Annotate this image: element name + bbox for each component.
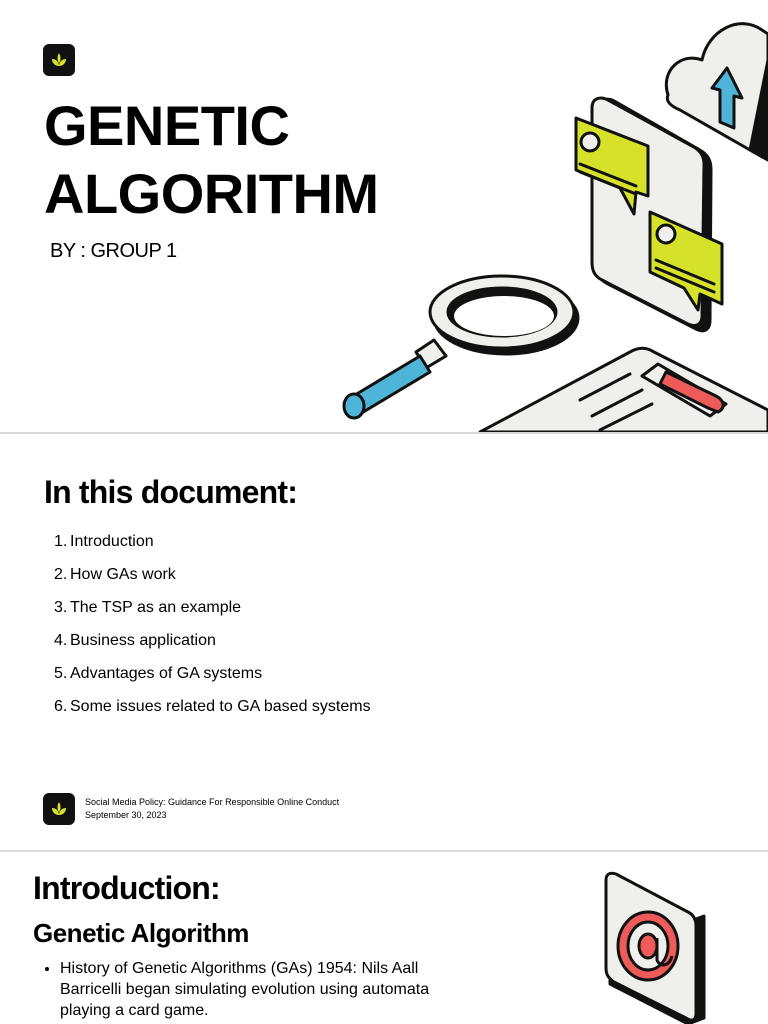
contents-item[interactable]: 5. Advantages of GA systems — [54, 665, 263, 682]
sprout-logo-icon — [43, 44, 75, 76]
byline: BY : GROUP 1 — [50, 240, 177, 262]
search-document-cloud-illustration — [330, 0, 768, 432]
contents-item[interactable]: 1. Introduction — [54, 533, 154, 550]
contents-item[interactable]: 6. Some issues related to GA based systems — [54, 698, 371, 715]
introduction-heading: Introduction: — [33, 870, 220, 906]
contents-item[interactable]: 4. Business application — [54, 632, 216, 649]
contents-item[interactable]: 3. The TSP as an example — [54, 599, 242, 616]
title-line-1: GENETIC — [44, 94, 290, 157]
document-meta — [85, 796, 339, 822]
meta-date: September 30, 2023 — [85, 810, 167, 820]
at-sign-tile-icon — [600, 868, 710, 1024]
document-title — [44, 92, 379, 228]
contents-list — [54, 530, 371, 728]
introduction-page — [0, 852, 768, 1024]
contents-page — [0, 434, 768, 850]
introduction-subheading: Genetic Algorithm — [33, 918, 249, 948]
meta-title: Social Media Policy: Guidance For Responsible Online Conduct — [85, 797, 340, 807]
contents-heading: In this document: — [44, 474, 298, 510]
contents-item[interactable]: 2. How GAs work — [54, 566, 176, 583]
introduction-bullets — [42, 958, 470, 1021]
sprout-logo-icon — [43, 793, 75, 825]
cover-page — [0, 0, 768, 432]
bullet-item: • History of Genetic Algorithms (GAs) 1954: Nils Aall Barricelli began simulating evolution using automata playing a card game. — [60, 958, 470, 1021]
title-line-2: ALGORITHM — [44, 162, 379, 225]
